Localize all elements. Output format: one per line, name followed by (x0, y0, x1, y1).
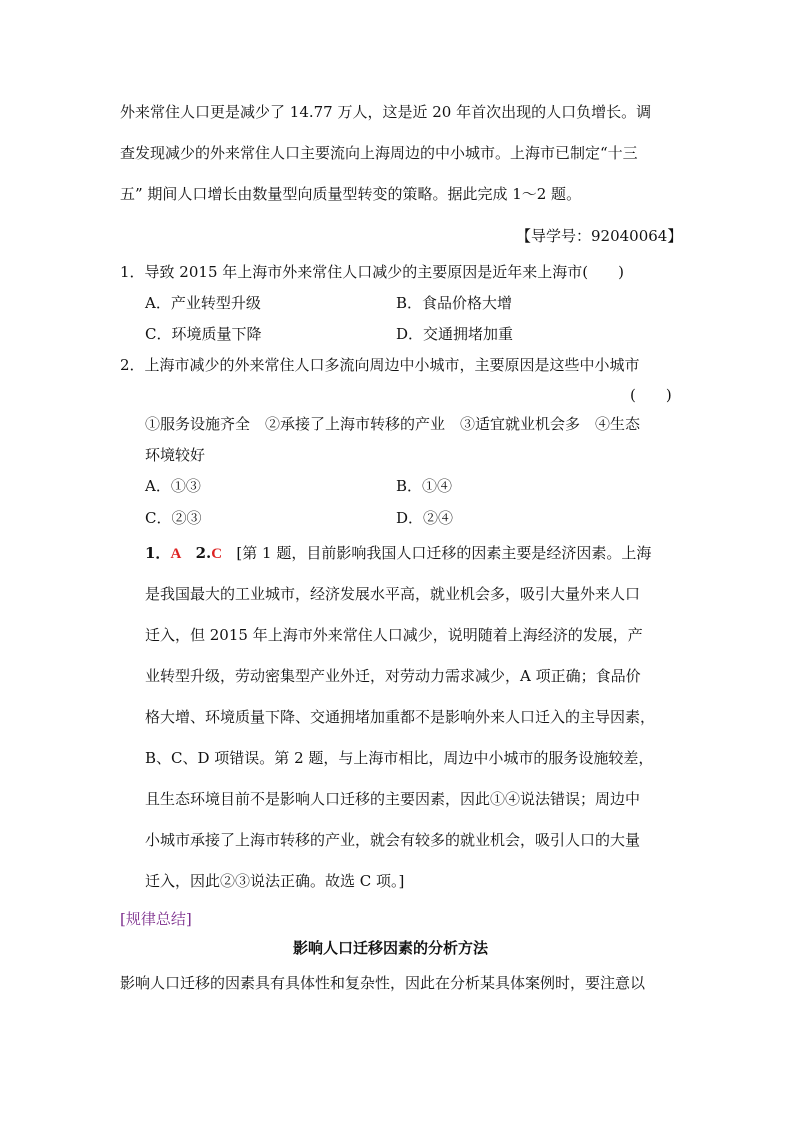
q1-option-c: C．环境质量下降 (145, 325, 262, 343)
explanation-line-8: 小城市承接了上海市转移的产业，就会有较多的就业机会，吸引人口的大量 (145, 831, 641, 849)
explanation-line-6: B、C、D 项错误。第 2 题，与上海市相比，周边中小城市的服务设施较差， (145, 749, 654, 767)
explanation-line-7: 且生态环境目前不是影响人口迁移的主要因素，因此①④说法错误；周边中 (145, 790, 641, 808)
answer-1-number: 1． (145, 544, 171, 562)
q2-option-c: C．②③ (145, 509, 202, 527)
summary-title: 影响人口迁移因素的分析方法 (293, 939, 489, 957)
answer-2-number: 2. (195, 544, 212, 562)
explanation-line-2: 是我国最大的工业城市，经济发展水平高，就业机会多，吸引大量外来人口 (145, 585, 641, 603)
q2-items-line-2: 环境较好 (145, 446, 206, 464)
question-1-stem: 1．导致 2015 年上海市外来常住人口减少的主要原因是近年来上海市( ) (120, 263, 624, 281)
guide-number: 【导学号：92040064】 (516, 227, 683, 245)
explanation-line-9: 迁入，因此②③说法正确。故选 C 项。] (145, 872, 405, 890)
explanation-text-start: [第 1 题，目前影响我国人口迁移的因素主要是经济因素。上海 (236, 544, 652, 562)
summary-text: 影响人口迁移的因素具有具体性和复杂性，因此在分析某具体案例时，要注意以 (120, 974, 646, 992)
question-2-bracket: ( ) (630, 386, 672, 404)
summary-tag: [规律总结] (120, 910, 192, 928)
q1-option-a: A．产业转型升级 (145, 294, 261, 312)
answer-1-key: A (170, 546, 182, 562)
q2-option-b: B．①④ (396, 477, 453, 495)
answer-first-line (145, 543, 651, 564)
q1-option-d: D．交通拥堵加重 (396, 325, 514, 343)
question-2-stem: 2．上海市减少的外来常住人口多流向周边中小城市，主要原因是这些中小城市 (120, 356, 640, 374)
q2-items-line-1: ①服务设施齐全 ②承接了上海市转移的产业 ③适宜就业机会多 ④生态 (145, 415, 641, 433)
q2-option-a: A．①③ (145, 477, 201, 495)
explanation-line-3: 迁入，但 2015 年上海市外来常住人口减少，说明随着上海经济的发展，产 (145, 626, 643, 644)
intro-line-3: 五” 期间人口增长由数量型向质量型转变的策略。据此完成 1～2 题。 (120, 185, 582, 203)
q1-option-b: B．食品价格大增 (396, 294, 513, 312)
explanation-line-5: 格大增、环境质量下降、交通拥堵加重都不是影响外来人口迁入的主导因素， (145, 708, 656, 726)
answer-2-key: C (211, 546, 223, 562)
q2-option-d: D．②④ (396, 509, 454, 527)
explanation-line-4: 业转型升级，劳动密集型产业外迁，对劳动力需求减少，A 项正确；食品价 (145, 667, 641, 685)
intro-line-2: 查发现减少的外来常住人口主要流向上海周边的中小城市。上海市已制定“十三 (120, 144, 638, 162)
intro-line-1: 外来常住人口更是减少了 14.77 万人，这是近 20 年首次出现的人口负增长。调 (120, 103, 652, 121)
